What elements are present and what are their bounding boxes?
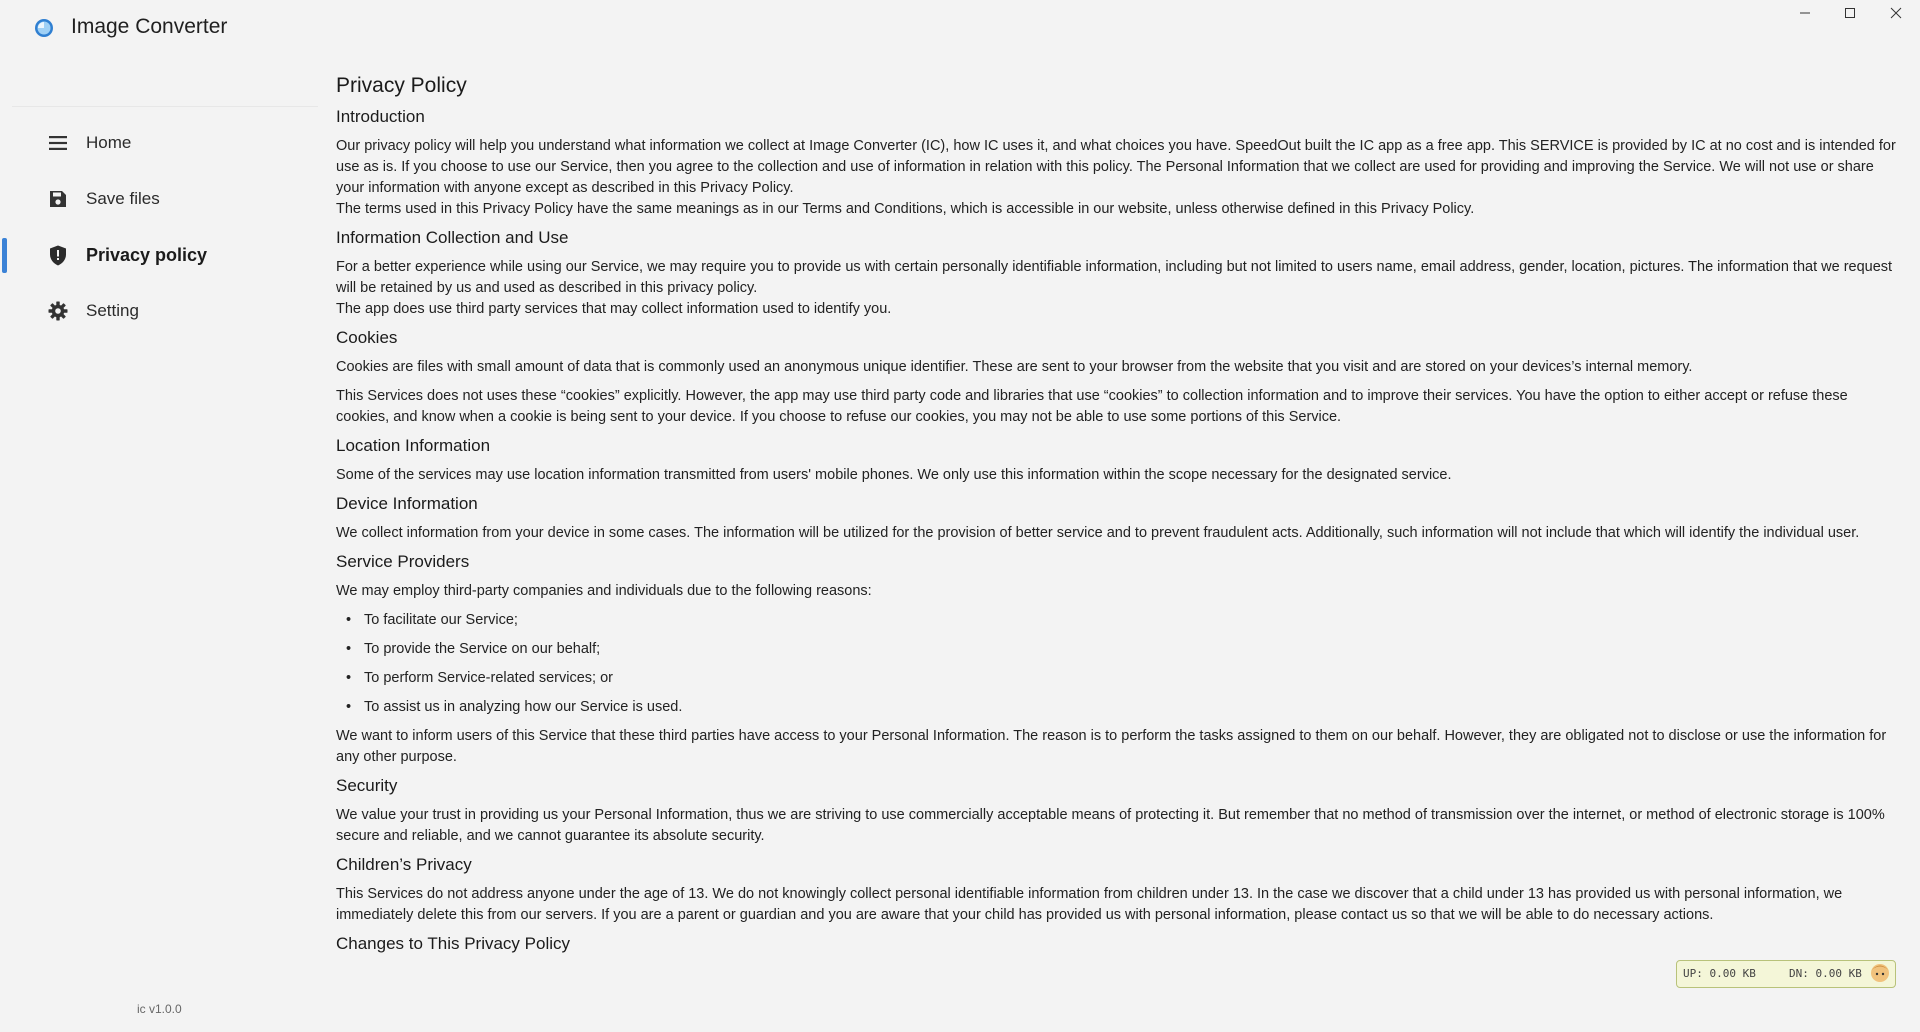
section-heading: Introduction [336, 107, 425, 126]
bullet-list [336, 610, 1896, 718]
menu-lines-icon [47, 132, 69, 154]
list-item: • To assist us in analyzing how our Service is used. [336, 697, 1896, 718]
policy-sections [336, 107, 1896, 954]
sidebar-item-label: Setting [86, 301, 139, 320]
app-title: Image Converter [71, 15, 228, 38]
section-paragraph: This Services does not uses these “cookies” explicitly. However, the app may use third party code and libraries that use “cookies” to collection information and to improve their services. You have the option to either accept or refuse these cookies, and know when a cookie is being sent to your device. If you choose to refuse our cookies, you may not be able to use some portions of this Service. [336, 388, 1848, 425]
page-title: Privacy Policy [336, 74, 467, 97]
app-logo-icon [34, 18, 54, 38]
section-paragraph: This Services do not address anyone under the age of 13. We do not knowingly collect personal identifiable information from children under 13. In the case we discover that a child under 13 has provided us with personal information, we immediately delete this from our servers. If you are a parent or guardian and you are aware that your child has provided us with personal information, please contact us so that we will be able to do necessary actions. [336, 886, 1843, 923]
section-paragraph: We want to inform users of this Service that these third parties have access to your Personal Information. The reason is to perform the tasks assigned to them on our behalf. However, they are obligated not to disclose or use the information for any other purpose. [336, 728, 1887, 765]
minimize-button[interactable] [1782, 0, 1828, 26]
sidebar-item-label: Privacy policy [86, 245, 208, 265]
sidebar-item-setting[interactable] [0, 289, 318, 333]
section-paragraph: We collect information from your device in some cases. The information will be utilized for the provision of better service and to prevent fraudulent acts. Additionally, such information will not include that which will identify the individual user. [336, 525, 1860, 541]
maximize-icon [1844, 7, 1856, 19]
section-paragraph: We value your trust in providing us your Personal Information, thus we are striving to use commercially acceptable means of protecting it. But remember that no method of transmission over the internet, or method of electronic storage is 100% secure and reliable, and we cannot guarantee its absolute security. [336, 807, 1885, 844]
list-item: • To perform Service-related services; or [336, 668, 1896, 689]
section-heading: Service Providers [336, 552, 470, 571]
active-indicator [2, 238, 7, 273]
sidebar-item-label: Home [86, 133, 132, 152]
network-monitor-widget[interactable] [1676, 960, 1896, 988]
section-heading: Cookies [336, 328, 398, 347]
section-heading: Changes to This Privacy Policy [336, 934, 571, 953]
sidebar-item-home[interactable] [0, 121, 318, 165]
section-heading: Location Information [336, 436, 491, 455]
list-item: • To facilitate our Service; [336, 610, 1896, 631]
privacy-policy-content[interactable] [336, 74, 1896, 1032]
shield-icon [47, 244, 69, 266]
download-speed: DN: 0.00 KB [1789, 967, 1862, 980]
section-heading: Security [336, 776, 398, 795]
section-paragraph: We may employ third-party companies and individuals due to the following reasons: [336, 583, 872, 599]
section-paragraph: Some of the services may use location information transmitted from users' mobile phones. We only use this information within the scope necessary for the designated service. [336, 467, 1452, 483]
sidebar-item-label: Save files [86, 189, 160, 208]
maximize-button[interactable] [1827, 0, 1873, 26]
mascot-icon [1867, 962, 1893, 986]
gear-icon [47, 300, 69, 322]
sidebar [0, 52, 318, 1032]
sidebar-divider [12, 106, 318, 107]
sidebar-item-save-files[interactable] [0, 177, 318, 221]
close-button[interactable] [1873, 0, 1919, 26]
section-heading: Information Collection and Use [336, 228, 569, 247]
minimize-icon [1799, 7, 1811, 19]
section-heading: Device Information [336, 494, 478, 513]
list-item: • To provide the Service on our behalf; [336, 639, 1896, 660]
section-paragraph: For a better experience while using our Service, we may require you to provide us with certain personally identifiable information, including but not limited to users name, email address, gender, location, pictures. The information that we request will be retained by us and used as described in this privacy policy. The app does use third party services that may collect information used to identify you. [336, 259, 1893, 317]
floppy-disk-icon [47, 188, 69, 210]
sidebar-item-privacy-policy[interactable] [0, 233, 318, 277]
section-heading: Children’s Privacy [336, 855, 472, 874]
close-icon [1890, 7, 1902, 19]
version-label: ic v1.0.0 [137, 1002, 182, 1016]
section-paragraph: Our privacy policy will help you understand what information we collect at Image Converter (IC), how IC uses it, and what choices you have. SpeedOut built the IC app as a free app. This SERVICE is provided by IC at no cost and is intended for use as is. If you choose to use our Service, then you agree to the collection and use of information in relation with this policy. The Personal Information that we collect are used for providing and improving the Service. We will not use or share your information with anyone except as described in this Privacy Policy. The terms used in this Privacy Policy have the same meanings as in our Terms and Conditions, which is accessible in our website, unless otherwise defined in this Privacy Policy. [336, 138, 1896, 217]
upload-speed: UP: 0.00 KB [1683, 967, 1756, 980]
title-bar [0, 0, 1920, 52]
section-paragraph: Cookies are files with small amount of data that is commonly used an anonymous unique identifier. These are sent to your browser from the website that you visit and are stored on your devices’s internal memory. [336, 359, 1693, 375]
